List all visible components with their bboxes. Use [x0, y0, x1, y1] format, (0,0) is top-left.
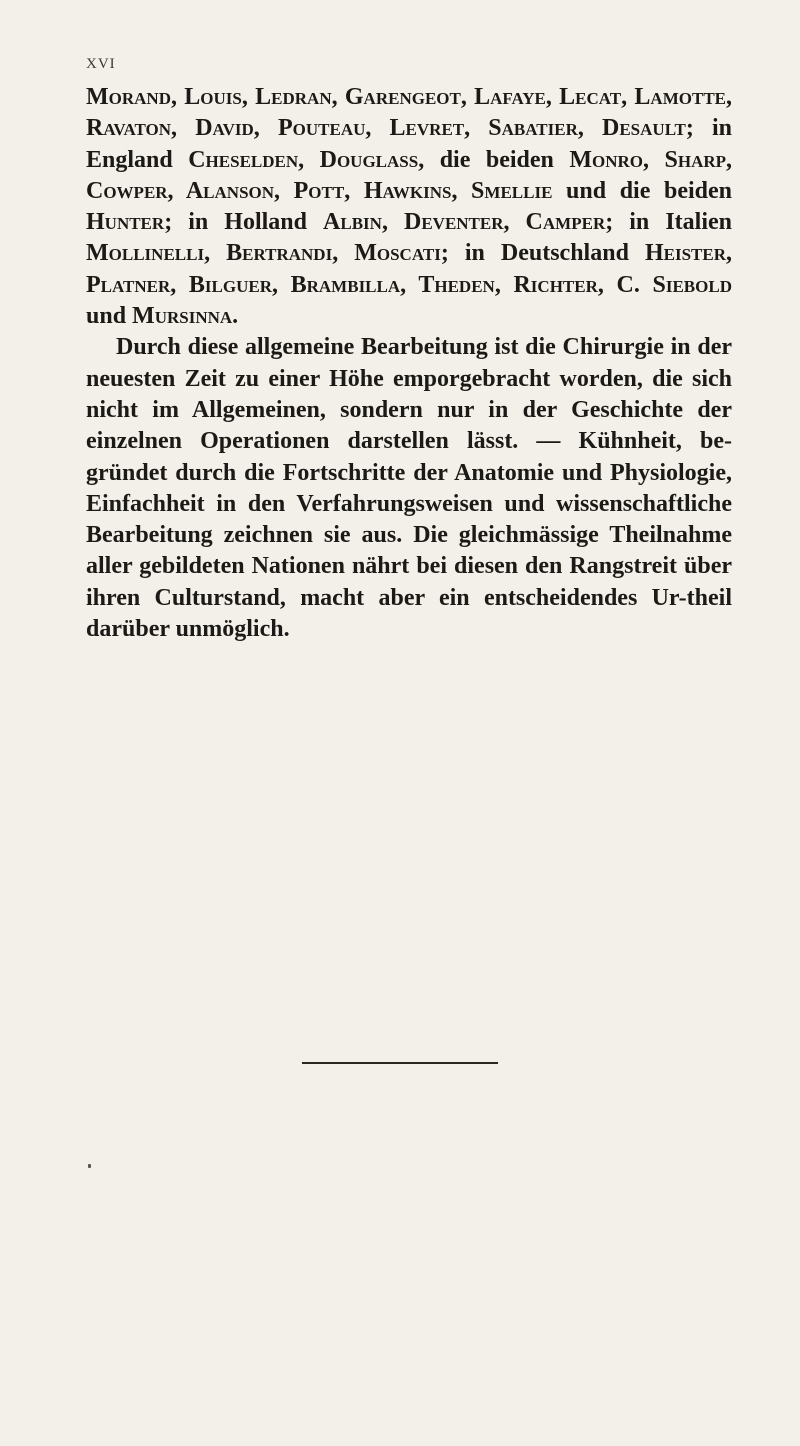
surgeon-names-germany: Heister, Platner, Bilguer, Brambilla, Theden, Richter, C. Siebold — [86, 240, 732, 298]
text-segment: ; in Holland — [164, 209, 324, 236]
text-segment: ; in Italien — [605, 209, 732, 236]
text-segment: , die beiden — [418, 146, 570, 173]
section-divider — [302, 1062, 498, 1064]
surgery-progress-paragraph: Durch diese allgemeine Bearbeitung ist die Chirurgie in der neuesten Zeit zu einer Höhe emporgebracht worden, die sich nicht im Allgemeinen, sondern nur in der Geschichte der einzelnen Operationen darstellen lässt. — Kühnheit, be-gründet durch die Fortschritte der Anatomie und Physiologie, Einfachheit in den Verfahrungsweisen und wissenschaftliche Bearbeitung zeichnen sie aus. Die gleichmässige Theilnahme aller gebildeten Nationen nährt bei diesen den Rangstreit über ihren Culturstand, macht aber ein entscheidendes Ur-theil darüber unmöglich. — [86, 334, 732, 643]
surgeon-names-italy: Mollinelli, Bertrandi, Moscati — [86, 240, 441, 267]
page-number: XVI — [86, 56, 116, 72]
paper-speck — [88, 1164, 91, 1168]
surgeon-names-england: Cheselden, Douglass — [188, 146, 419, 173]
text-segment: und — [86, 303, 133, 330]
text-segment: . — [232, 303, 239, 330]
surgeon-name-hunter: Hunter — [86, 209, 165, 236]
surgeon-name-mursinna: Mursinna — [132, 303, 233, 330]
body-text — [86, 82, 732, 645]
surgeon-list-paragraph — [86, 82, 732, 332]
text-segment: ; in Deutschland — [440, 240, 645, 267]
surgeon-names-france: Morand, Louis, Ledran, Garengeot, Lafaye, Lecat, Lamotte, Ravaton, David, Pouteau, Levret, Sabatier, Desault — [86, 84, 732, 142]
text-segment: und die beiden — [552, 177, 732, 204]
surgeon-names-holland: Albin, Deventer, Camper — [323, 209, 606, 236]
text-segment: ; in England — [86, 115, 732, 173]
surgeon-names-england-2: Monro, Sharp, Cowper, Alanson, Pott, Hawkins, Smellie — [86, 146, 733, 204]
